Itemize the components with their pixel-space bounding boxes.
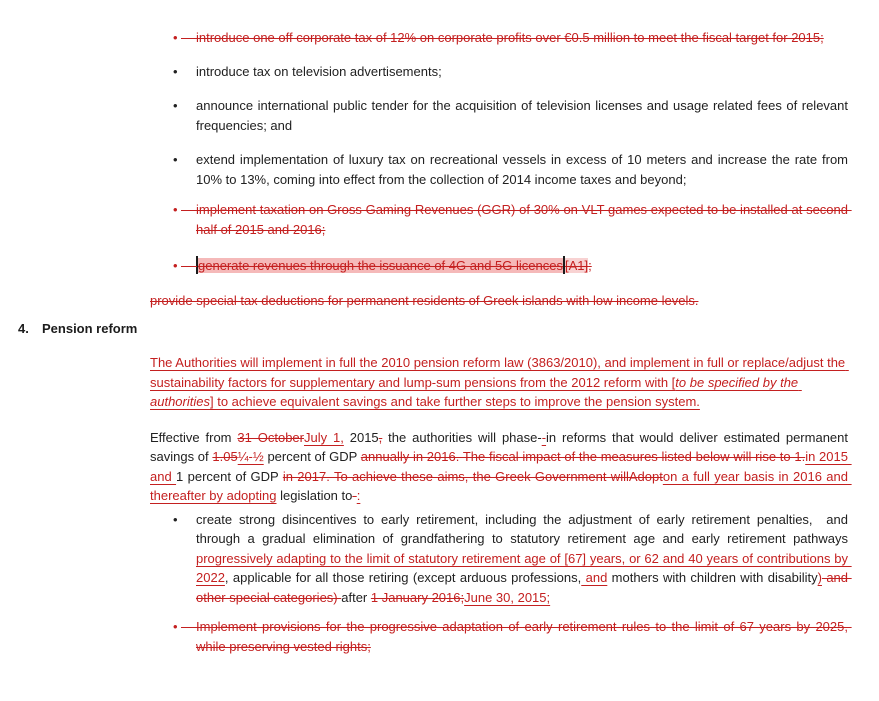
text-run: mothers with children with disability [607,570,818,586]
bullet-icon: • [173,63,178,79]
text-run: in 2015 and [150,449,852,484]
text-run: provide special tax deductions for permanent residents of Greek islands with low income levels. [150,293,699,309]
section-heading-pension-reform [18,319,879,339]
bullet-tv-tender [173,96,852,135]
text-run: on a full year basis in 2016 and thereafter by adopting [150,468,852,504]
deleted-bullet-progressive-adaptation [173,617,852,656]
text-run: implement taxation on Gross Gaming Revenues (GGR) of 30% on VLT games expected to be installed at second half of 2015 and 2016; [196,202,852,237]
text-run: ¼-½ [237,449,264,465]
text-run: extend implementation of luxury tax on recreational vessels in excess of 10 meters and increase the rate from 10% to 13%, coming into effect from the collection of 2014 income taxes and beyond; [196,152,852,187]
text-run: in reforms that would deliver estimated permanent savings of [150,429,852,465]
bullet-icon: • [173,152,178,167]
bullet-icon: • [173,256,196,277]
text-run: Effective from [150,429,238,445]
text-run: ; [588,258,592,273]
bullet-icon: • [173,617,196,656]
bullet-icon: • [173,28,196,48]
text-run: 1 January 2016; [370,589,465,605]
bullet-text [196,510,852,608]
bullet-text [196,96,852,135]
text-run: Implement provisions for the progressive adaptation of early retirement rules to the limit of 67 years by 2025, while preserving vested rights; [196,619,852,654]
text-run: : [356,488,361,504]
text-run: create strong disincentives to early retirement, including the adjustment of early retirement penalties, and through a gradual elimination of grandfathering to statutory retirement age and early retirement pathways [196,511,852,547]
bullet-icon: • [173,200,196,239]
deleted-bullet-ggr-tax [173,200,852,239]
text-run: ) [817,570,822,586]
bullet-text [196,62,848,82]
text-run: and other special categories) [196,570,852,605]
bullet-text [196,28,848,48]
text-run: ] to achieve equivalent savings and take further steps to improve the pension system. [209,394,700,410]
bullet-text [196,200,852,239]
text-run: after [341,589,371,605]
bullet-text [196,150,852,189]
text-run: , applicable for all those retiring (except arduous professions, [224,570,582,586]
inserted-paragraph-pension-law [150,353,848,412]
text-run: 1.05 [212,449,238,465]
paragraph-effective-from [150,428,852,506]
bullet-luxury-tax [173,150,852,189]
text-run: introduce one off corporate tax of 12% on corporate profits over €0.5 million to meet the fiscal target for 2015; [196,30,824,45]
bullet-icon: • [173,98,178,113]
text-run: - [352,488,357,504]
text-run: in 2017. To achieve these aims, the Greek Government willAdopt [282,468,663,484]
comment-reference-A1[interactable]: [A1] [564,258,589,273]
section-number: 4. [18,320,29,336]
text-run: progressively adapting to the limit of statutory retirement age of [67] years, or 62 and 40 years of contributions by 2022 [196,550,852,586]
bullet-icon: • [173,511,178,527]
text-run: to be specified by the authorities [150,374,802,410]
text-run: 2015 [343,429,379,445]
text-run: percent of GDP [263,449,361,465]
text-run: and [581,570,608,586]
text-run: 1 percent of GDP [176,468,283,484]
text-run: announce international public tender for the acquisition of television licenses and usage related fees of relevant frequencies; and [196,98,852,133]
bullet-text [196,617,852,656]
bullet-tv-ads [173,62,848,82]
deleted-paragraph-island-deductions [150,291,848,311]
text-run: The Authorities will implement in full the 2010 pension reform law (3863/2010), and implement in full or replace/adjust the sustainability factors for supplementary and lump-sum pensions from the 2012 reform with [ [150,355,849,390]
bullet-early-retirement [173,510,852,608]
text-run: generate revenues through the issuance of 4G and 5G licences [198,258,563,273]
deleted-bullet-corporate-tax [173,28,848,48]
bullet-text-highlighted-selection [196,256,848,277]
text-run: introduce tax on television advertisements; [196,63,442,79]
text-run: 31 October [237,429,304,445]
deleted-bullet-4g-5g-licences [173,256,848,277]
text-run: the authorities will phase- [382,429,542,445]
text-run: June 30, 2015; [464,589,551,605]
section-title: Pension reform [42,320,138,336]
text-run: annually in 2016. The fiscal impact of the measures listed below will rise to 1. [360,449,806,465]
text-run: July 1, [304,429,344,445]
text-run: legislation to [276,488,353,504]
text-run: , [378,429,383,445]
text-run: - [541,429,547,445]
